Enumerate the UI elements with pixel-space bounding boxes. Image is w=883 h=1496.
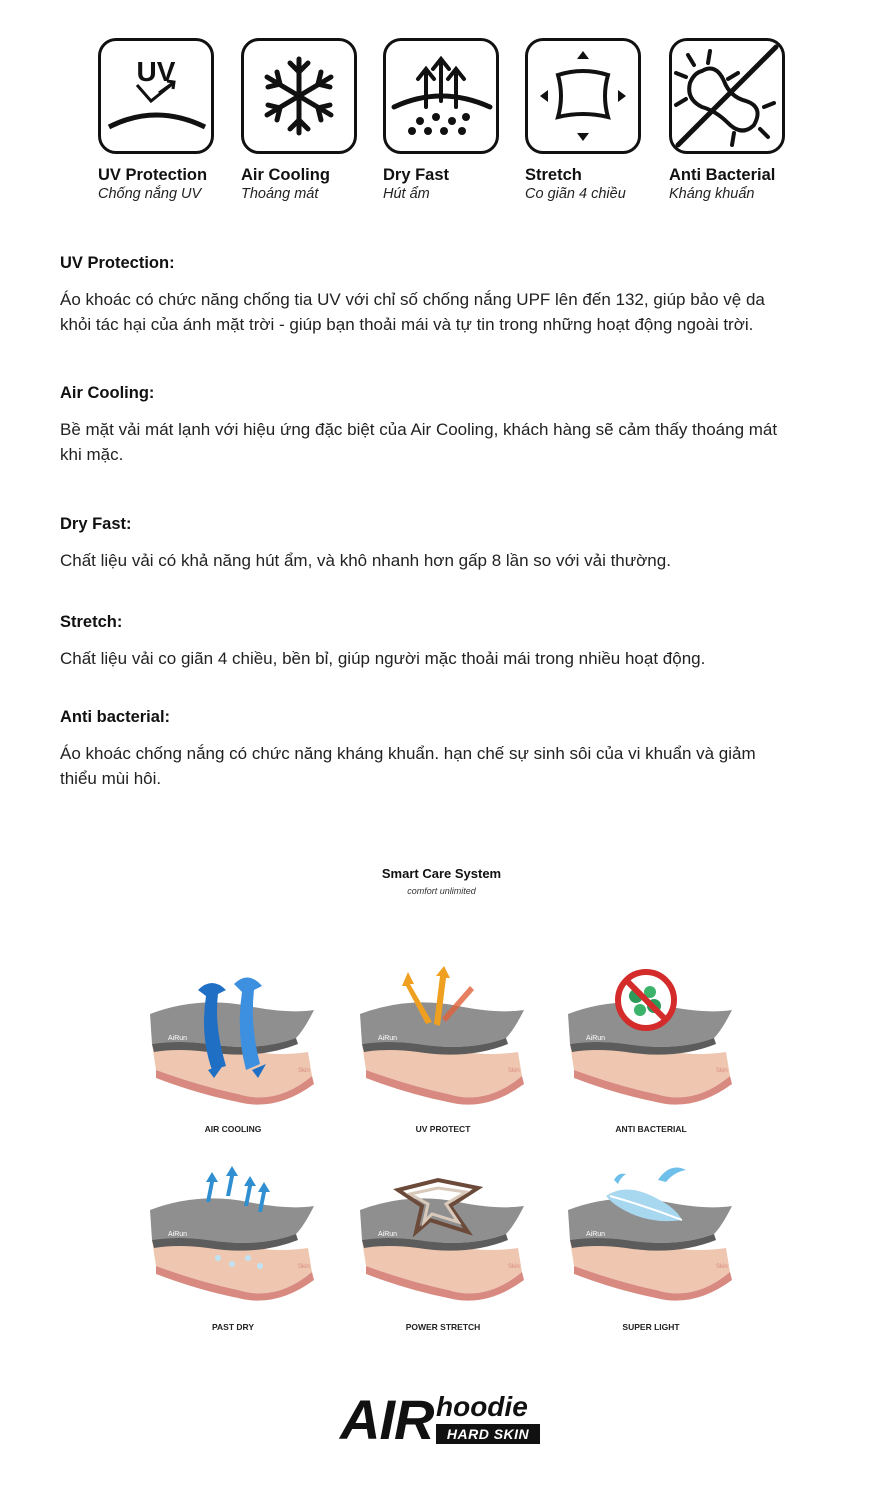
description-uv-protection (60, 254, 835, 337)
no-bacteria-icon (618, 972, 674, 1028)
description-air-cooling (60, 384, 835, 467)
skin-label: Skin (508, 1264, 520, 1270)
description-body (60, 417, 835, 467)
logo-hoodie-text: hoodie (436, 1391, 528, 1422)
uv-protection-icon (98, 38, 214, 154)
description-line: Chất liệu vải có khả năng hút ẩm, và khô nhanh hơn gấp 8 lần so với vải thường. (60, 551, 671, 570)
layer-diagram-past-dry (148, 1162, 318, 1302)
logo-hard-skin-badge: HARD SKIN (436, 1424, 540, 1444)
description-heading: Anti bacterial: (60, 708, 171, 726)
stretch-icon (525, 38, 641, 154)
description-line: Áo khoác có chức năng chống tia UV với chỉ số chống nắng UPF lên đến 132, giúp bảo vệ da (60, 290, 765, 309)
description-heading: Stretch: (60, 613, 123, 631)
description-body (60, 741, 835, 791)
feature-title: UV Protection (98, 166, 208, 184)
description-anti-bacterial (60, 708, 835, 791)
description-line: Bề mặt vải mát lạnh với hiệu ứng đặc biệt của Air Cooling, khách hàng sẽ cảm thấy thoáng mát (60, 420, 778, 439)
fabric-label: AiRun (168, 1231, 188, 1238)
skin-label: Skin (716, 1264, 728, 1270)
description-heading: Dry Fast: (60, 515, 132, 533)
fabric-label: AiRun (586, 1231, 606, 1238)
caption-power-stretch: POWER STRETCH (405, 1322, 481, 1332)
skin-label: Skin (508, 1068, 520, 1074)
feature-title: Dry Fast (383, 166, 450, 184)
description-dry-fast (60, 515, 835, 573)
feature-subtitle: Chống nắng UV (98, 186, 202, 202)
description-line: Áo khoác chống nắng có chức năng kháng khuẩn. hạn chế sự sinh sôi của vi khuẩn và giảm (60, 744, 756, 763)
caption-uv-protect: UV PROTECT (415, 1124, 471, 1134)
feature-icons-row (0, 38, 883, 208)
brand-logo (340, 1388, 550, 1452)
layer-diagram-anti-bacterial (566, 966, 736, 1106)
layer-diagram-air-cooling (148, 966, 318, 1106)
description-body (60, 646, 835, 671)
dry-fast-icon (383, 38, 499, 154)
description-line: khỏi tác hại của ánh mặt trời - giúp bạn thoải mái và tự tin trong những hoạt động ngoài trời. (60, 315, 754, 334)
feature-title: Anti Bacterial (669, 166, 776, 184)
caption-past-dry: PAST DRY (211, 1322, 255, 1332)
layer-diagram-super-light (566, 1162, 736, 1302)
logo-air-text: AIR (340, 1388, 434, 1451)
skin-label: Skin (298, 1068, 310, 1074)
fabric-label: AiRun (378, 1035, 398, 1042)
snowflake-icon (241, 38, 357, 154)
smart-care-title: Smart Care System (381, 866, 502, 881)
svg-text:UV: UV (136, 56, 176, 87)
anti-bacterial-icon (669, 38, 785, 154)
description-stretch (60, 613, 835, 671)
description-body (60, 548, 835, 573)
feature-subtitle: Kháng khuẩn (669, 186, 755, 202)
fabric-label: AiRun (586, 1035, 606, 1042)
caption-anti-bacterial: ANTI BACTERIAL (615, 1124, 687, 1134)
feature-subtitle: Thoáng mát (241, 186, 319, 202)
description-line: khi mặc. (60, 445, 124, 464)
feature-title: Stretch (525, 166, 582, 184)
description-heading: UV Protection: (60, 254, 175, 272)
description-heading: Air Cooling: (60, 384, 155, 402)
feature-subtitle: Hút ẩm (383, 186, 430, 202)
skin-label: Skin (716, 1068, 728, 1074)
feature-subtitle: Co giãn 4 chiều (525, 186, 626, 202)
description-line: Chất liệu vải co giãn 4 chiều, bền bỉ, giúp người mặc thoải mái trong nhiều hoạt động. (60, 649, 706, 668)
skin-label: Skin (298, 1264, 310, 1270)
description-line: thiểu mùi hôi. (60, 769, 162, 788)
fabric-label: AiRun (378, 1231, 398, 1238)
fabric-label: AiRun (168, 1035, 188, 1042)
smart-care-subtitle: comfort unlimited (407, 886, 476, 896)
caption-super-light: SUPER LIGHT (622, 1322, 680, 1332)
description-body (60, 287, 835, 337)
layer-diagram-power-stretch (358, 1162, 528, 1302)
caption-air-cooling: AIR COOLING (204, 1124, 262, 1134)
layer-diagram-uv-protect (358, 966, 528, 1106)
feature-title: Air Cooling (241, 166, 330, 184)
